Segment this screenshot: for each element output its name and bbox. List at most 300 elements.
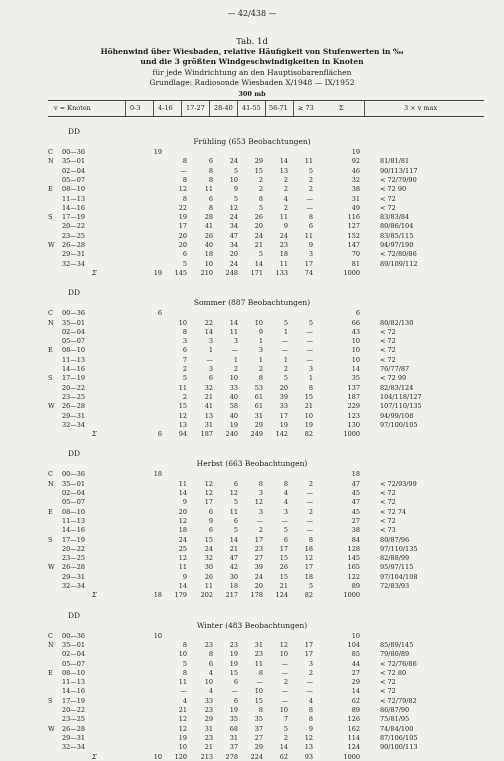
value-cell: 10 <box>351 337 360 346</box>
value-cell: 20 <box>178 507 187 516</box>
value-cell: 19 <box>229 650 238 659</box>
value-cell: 53 <box>254 383 263 392</box>
vmax-cell: < 72 74 <box>380 507 407 516</box>
value-cell: 11 <box>178 678 187 687</box>
value-cell: 84 <box>351 535 360 544</box>
value-cell: 61 <box>254 402 263 411</box>
value-cell: — <box>281 696 288 705</box>
vmax-cell: 83/83/84 <box>380 213 410 222</box>
value-cell: 3 <box>208 337 213 346</box>
value-cell: 12 <box>178 554 187 563</box>
value-cell: — <box>281 659 288 668</box>
season-title: Sommer (887 Beobachtungen) <box>193 298 311 308</box>
value-cell: 18 <box>279 250 288 259</box>
header-cell: Σ <box>339 104 344 112</box>
value-cell: 17 <box>254 535 263 544</box>
vmax-cell: < 72 <box>380 687 396 696</box>
vmax-cell: < 72/79/82 <box>380 696 417 705</box>
value-cell: 47 <box>229 231 238 240</box>
direction-range: 29—31 <box>62 733 86 742</box>
value-cell: 12 <box>178 724 187 733</box>
vmax-cell: 82/83/124 <box>380 383 414 392</box>
value-cell: 15 <box>254 166 263 175</box>
value-cell: 13 <box>178 420 187 429</box>
value-cell: 2 <box>308 175 313 184</box>
value-cell: 20 <box>178 241 187 249</box>
value-cell: 15 <box>254 696 263 705</box>
vmax-cell: 107/110/135 <box>380 402 422 411</box>
value-cell: 10 <box>178 318 187 327</box>
direction-range: 08—10 <box>62 185 86 194</box>
value-cell: 22 <box>178 203 187 212</box>
value-cell: 30 <box>229 572 238 581</box>
value-cell: 27 <box>254 733 263 742</box>
value-cell: 15 <box>178 402 187 411</box>
direction-range: 11—13 <box>62 355 86 364</box>
value-cell: 38 <box>351 526 360 535</box>
value-cell: 24 <box>204 544 213 553</box>
direction-range: 35—01 <box>62 640 86 649</box>
value-cell: 2 <box>258 526 263 535</box>
vmax-cell: < 72 90 <box>380 185 407 194</box>
header-divider <box>209 101 210 116</box>
value-cell: 8 <box>182 668 187 677</box>
value-cell: 12 <box>204 479 213 488</box>
vmax-cell: 83/85/115 <box>380 231 414 240</box>
value-cell: 41 <box>204 222 213 231</box>
value-cell: 2 <box>283 678 288 687</box>
value-cell: 21 <box>304 402 313 411</box>
value-cell: 61 <box>254 392 263 401</box>
compass-letter: S <box>48 374 53 383</box>
value-cell: 15 <box>279 572 288 581</box>
vmax-cell: 82/88/99 <box>380 554 410 563</box>
vmax-cell: 97/110/135 <box>380 544 418 553</box>
value-cell: 49 <box>351 203 360 212</box>
header-cell: 41-55 <box>242 104 261 112</box>
dd-label: DD <box>68 449 81 459</box>
sum-label: Σ <box>92 591 97 600</box>
compass-letter: E <box>48 668 53 677</box>
value-cell: 187 <box>347 392 360 401</box>
header-cell: 17-27 <box>186 104 205 112</box>
compass-letter: N <box>48 479 54 488</box>
value-cell: 42 <box>229 563 238 572</box>
direction-range: 23—25 <box>62 231 86 240</box>
value-cell: 9 <box>182 572 187 581</box>
value-cell: 14 <box>279 157 288 166</box>
value-cell: 5 <box>233 166 238 175</box>
value-cell: 6 <box>208 526 213 535</box>
value-cell: 47 <box>351 479 360 488</box>
value-cell: 1 <box>283 327 288 336</box>
title-line-1: Höhenwind über Wiesbaden, relative Häufigkeit von Stufenwerten in ‰ <box>100 47 404 56</box>
value-cell: 31 <box>351 194 360 203</box>
value-cell: 47 <box>351 498 360 507</box>
value-cell: 38 <box>351 185 360 194</box>
value-cell: 5 <box>283 374 288 383</box>
value-cell: 8 <box>308 715 313 724</box>
vmax-cell: 94/99/108 <box>380 411 414 420</box>
value-cell: 122 <box>347 572 360 581</box>
vmax-cell: 87/106/105 <box>380 733 418 742</box>
value-cell: 6 <box>208 194 213 203</box>
value-cell: — <box>231 346 238 355</box>
direction-range: 05—07 <box>62 659 86 668</box>
direction-range: 32—34 <box>62 743 86 752</box>
value-cell: 66 <box>351 318 360 327</box>
value-cell: 5 <box>182 259 187 268</box>
value-cell: 4 <box>208 668 213 677</box>
vmax-cell: < 72/79/90 <box>380 175 417 184</box>
compass-letter: N <box>48 318 54 327</box>
value-cell: 14 <box>279 743 288 752</box>
value-cell: 89 <box>351 582 360 590</box>
compass-letter: N <box>48 157 54 166</box>
value-cell: 18 <box>229 582 238 590</box>
value-cell: 19 <box>178 733 187 742</box>
value-cell: 17 <box>279 411 288 420</box>
value-cell: 7 <box>283 715 288 724</box>
value-cell: 4 <box>208 687 213 696</box>
header-cell: v = Knoten <box>54 104 91 112</box>
value-cell: 2 <box>283 185 288 194</box>
vmax-cell: 72/83/93 <box>380 582 410 590</box>
value-cell: 27 <box>351 516 360 525</box>
value-cell: 8 <box>182 640 187 649</box>
value-cell: 5 <box>308 582 313 590</box>
value-cell: 40 <box>229 411 238 420</box>
value-cell: 24 <box>178 535 187 544</box>
value-cell: 58 <box>229 402 238 411</box>
vmax-cell: 90/113/117 <box>380 166 418 175</box>
value-cell: 24 <box>229 157 238 166</box>
value-cell: 12 <box>178 185 187 194</box>
value-cell: 37 <box>229 743 238 752</box>
value-cell: 19 <box>304 420 313 429</box>
value-cell: 5 <box>258 203 263 212</box>
value-cell: 8 <box>208 175 213 184</box>
value-cell: 11 <box>229 327 238 336</box>
value-cell: 19 <box>153 268 162 277</box>
value-cell: 1 <box>208 346 213 355</box>
vmax-cell: < 72 <box>380 327 396 336</box>
vmax-cell: < 72/93/99 <box>380 479 417 488</box>
value-cell: 23 <box>229 640 238 649</box>
header-cell: 3 × v max <box>404 104 438 112</box>
value-cell: 8 <box>208 650 213 659</box>
value-cell: 10 <box>153 631 162 640</box>
vmax-cell: 85/89/145 <box>380 640 414 649</box>
value-cell: 152 <box>347 231 360 240</box>
value-cell: — <box>231 687 238 696</box>
value-cell: 17 <box>304 640 313 649</box>
value-cell: 31 <box>204 420 213 429</box>
compass-letter: S <box>48 696 53 705</box>
vmax-cell: 75/81/95 <box>380 715 410 724</box>
value-cell: 10 <box>204 678 213 687</box>
vmax-cell: 80/87/96 <box>380 535 410 544</box>
value-cell: 2 <box>182 392 187 401</box>
value-cell: 19 <box>229 706 238 714</box>
sum-label: Σ <box>92 752 97 761</box>
value-cell: 21 <box>254 241 263 249</box>
vmax-cell: < 72 <box>380 516 396 525</box>
direction-range: 00—36 <box>62 470 86 479</box>
direction-range: 00—36 <box>62 309 86 318</box>
value-cell: 104 <box>347 640 360 649</box>
value-cell: 11 <box>279 259 288 268</box>
value-cell: 18 <box>204 250 213 259</box>
value-cell: — <box>180 166 187 175</box>
direction-range: 14—16 <box>62 365 86 373</box>
value-cell: 11 <box>178 383 187 392</box>
value-cell: 23 <box>204 640 213 649</box>
header-cell: 56-71 <box>269 104 288 112</box>
value-cell: 128 <box>347 544 360 553</box>
value-cell: 29 <box>204 715 213 724</box>
value-cell: 23 <box>254 650 263 659</box>
value-cell: 229 <box>347 402 360 411</box>
value-cell: 21 <box>204 743 213 752</box>
value-cell: 19 <box>351 148 360 156</box>
value-cell: 18 <box>178 526 187 535</box>
value-cell: 18 <box>351 470 360 479</box>
header-divider <box>125 101 126 116</box>
value-cell: 19 <box>229 659 238 668</box>
value-cell: — <box>256 516 263 525</box>
value-cell: 31 <box>254 411 263 420</box>
vmax-cell: 90/100/113 <box>380 743 418 752</box>
value-cell: 124 <box>347 743 360 752</box>
header-cell: ≥ 73 <box>298 104 314 112</box>
value-cell: 34 <box>229 222 238 231</box>
value-cell: — <box>180 687 187 696</box>
title-line-2: und die 3 größten Windgeschwindigkeiten in Knoten <box>140 57 364 66</box>
value-cell: 28 <box>204 213 213 222</box>
value-cell: 13 <box>304 743 313 752</box>
value-cell: 14 <box>178 489 187 497</box>
vmax-cell: 76/77/87 <box>380 365 410 373</box>
value-cell: 1 <box>258 337 263 346</box>
value-cell: 23 <box>204 733 213 742</box>
header-cell: 28-40 <box>214 104 233 112</box>
value-cell: 127 <box>347 222 360 231</box>
value-cell: 35 <box>351 374 360 383</box>
value-cell: 20 <box>254 582 263 590</box>
value-cell: 5 <box>233 526 238 535</box>
value-cell: 3 <box>258 507 263 516</box>
direction-range: 29—31 <box>62 411 86 420</box>
value-cell: 3 <box>283 507 288 516</box>
value-cell: 17 <box>178 222 187 231</box>
value-cell: 2 <box>233 365 238 373</box>
value-cell: 19 <box>153 148 162 156</box>
value-cell: 31 <box>204 724 213 733</box>
value-cell: 82 <box>304 430 313 439</box>
header-divider <box>364 101 365 116</box>
value-cell: 12 <box>254 498 263 507</box>
vmax-cell: < 72 <box>380 355 396 364</box>
value-cell: 62 <box>351 696 360 705</box>
value-cell: 29 <box>254 420 263 429</box>
value-cell: 12 <box>178 715 187 724</box>
value-cell: 40 <box>204 241 213 249</box>
value-cell: 37 <box>254 724 263 733</box>
value-cell: 26 <box>204 231 213 240</box>
vmax-cell: 89/109/112 <box>380 259 418 268</box>
value-cell: 8 <box>208 203 213 212</box>
value-cell: 6 <box>182 250 187 259</box>
direction-range: 29—31 <box>62 572 86 581</box>
vmax-cell: < 72 <box>380 346 396 355</box>
direction-range: 29—31 <box>62 250 86 259</box>
value-cell: 8 <box>308 383 313 392</box>
compass-letter: W <box>48 402 55 411</box>
value-cell: — <box>281 668 288 677</box>
value-cell: 17 <box>304 259 313 268</box>
value-cell: 4 <box>308 696 313 705</box>
dd-label: DD <box>68 288 81 298</box>
value-cell: 210 <box>200 268 213 277</box>
value-cell: 7 <box>182 355 187 364</box>
value-cell: 81 <box>351 259 360 268</box>
value-cell: 19 <box>178 213 187 222</box>
value-cell: 47 <box>229 554 238 563</box>
value-cell: 21 <box>279 582 288 590</box>
subtitle-line-1: für jede Windrichtung an den Hauptisobarenflächen <box>152 68 352 77</box>
value-cell: — <box>256 678 263 687</box>
value-cell: 171 <box>250 268 263 277</box>
value-cell: 133 <box>275 268 288 277</box>
value-cell: 6 <box>233 516 238 525</box>
direction-range: 00—36 <box>62 148 86 156</box>
value-cell: 26 <box>254 213 263 222</box>
direction-range: 11—13 <box>62 194 86 203</box>
value-cell: — <box>306 203 313 212</box>
vmax-cell: 81/81/81 <box>380 157 410 166</box>
value-cell: — <box>281 687 288 696</box>
compass-letter: W <box>48 724 55 733</box>
value-cell: 12 <box>279 640 288 649</box>
value-cell: 22 <box>204 318 213 327</box>
value-cell: 6 <box>233 696 238 705</box>
value-cell: 17 <box>304 563 313 572</box>
direction-range: 11—13 <box>62 516 86 525</box>
direction-range: 20—22 <box>62 383 86 392</box>
value-cell: 6 <box>208 659 213 668</box>
value-cell: 18 <box>304 544 313 553</box>
value-cell: 5 <box>308 166 313 175</box>
direction-range: 26—28 <box>62 724 86 733</box>
value-cell: 6 <box>283 535 288 544</box>
direction-range: 23—25 <box>62 554 86 563</box>
value-cell: 13 <box>204 411 213 420</box>
value-cell: 3 <box>233 337 238 346</box>
table-label: Tab. 1d <box>236 37 268 47</box>
value-cell: 8 <box>308 706 313 714</box>
value-cell: 5 <box>283 318 288 327</box>
value-cell: 4 <box>182 696 187 705</box>
value-cell: 11 <box>178 479 187 488</box>
value-cell: 137 <box>347 383 360 392</box>
compass-letter: C <box>48 148 53 156</box>
value-cell: 33 <box>229 383 238 392</box>
value-cell: 124 <box>275 591 288 600</box>
direction-range: 08—10 <box>62 346 86 355</box>
value-cell: 12 <box>178 516 187 525</box>
value-cell: 24 <box>279 231 288 240</box>
value-cell: — <box>306 337 313 346</box>
value-cell: 10 <box>229 175 238 184</box>
season-title: Herbst (663 Beobachtungen) <box>196 459 308 469</box>
value-cell: 34 <box>229 241 238 249</box>
value-cell: 5 <box>182 374 187 383</box>
direction-range: 14—16 <box>62 203 86 212</box>
value-cell: 26 <box>204 572 213 581</box>
value-cell: 5 <box>233 194 238 203</box>
value-cell: 217 <box>225 591 238 600</box>
header-divider <box>265 101 266 116</box>
value-cell: 31 <box>229 733 238 742</box>
value-cell: 2 <box>258 365 263 373</box>
value-cell: 10 <box>204 259 213 268</box>
direction-range: 17—19 <box>62 374 86 383</box>
compass-letter: E <box>48 185 53 194</box>
value-cell: 92 <box>351 157 360 166</box>
header-cell: 4-16 <box>158 104 173 112</box>
value-cell: 8 <box>258 194 263 203</box>
value-cell: 126 <box>347 715 360 724</box>
direction-range: 35—01 <box>62 157 86 166</box>
vmax-cell: 79/80/89 <box>380 650 410 659</box>
value-cell: 20 <box>254 222 263 231</box>
sum-label: Σ <box>92 268 97 277</box>
value-cell: 27 <box>351 668 360 677</box>
value-cell: 89 <box>351 706 360 714</box>
value-cell: 14 <box>229 535 238 544</box>
value-cell: 147 <box>347 241 360 249</box>
vmax-cell: < 72 <box>380 489 396 497</box>
value-cell: 2 <box>258 175 263 184</box>
value-cell: 21 <box>229 544 238 553</box>
value-cell: — <box>206 355 213 364</box>
value-cell: — <box>306 516 313 525</box>
value-cell: 8 <box>258 479 263 488</box>
value-cell: — <box>306 498 313 507</box>
value-cell: 74 <box>304 268 313 277</box>
vmax-cell: < 72 99 <box>380 374 407 383</box>
value-cell: 9 <box>208 516 213 525</box>
value-cell: 45 <box>351 489 360 497</box>
value-cell: 5 <box>283 526 288 535</box>
value-cell: 32 <box>204 383 213 392</box>
value-cell: 162 <box>347 724 360 733</box>
value-cell: 25 <box>178 544 187 553</box>
value-cell: 10 <box>229 374 238 383</box>
value-cell: 43 <box>351 327 360 336</box>
direction-range: 20—22 <box>62 222 86 231</box>
header-cell: 0-3 <box>130 104 141 112</box>
direction-range: 26—28 <box>62 402 86 411</box>
value-cell: 1000 <box>343 591 360 600</box>
value-cell: 10 <box>279 706 288 714</box>
value-cell: 12 <box>204 489 213 497</box>
value-cell: 10 <box>304 411 313 420</box>
value-cell: 26 <box>279 563 288 572</box>
value-cell: 6 <box>182 346 187 355</box>
direction-range: 08—10 <box>62 507 86 516</box>
